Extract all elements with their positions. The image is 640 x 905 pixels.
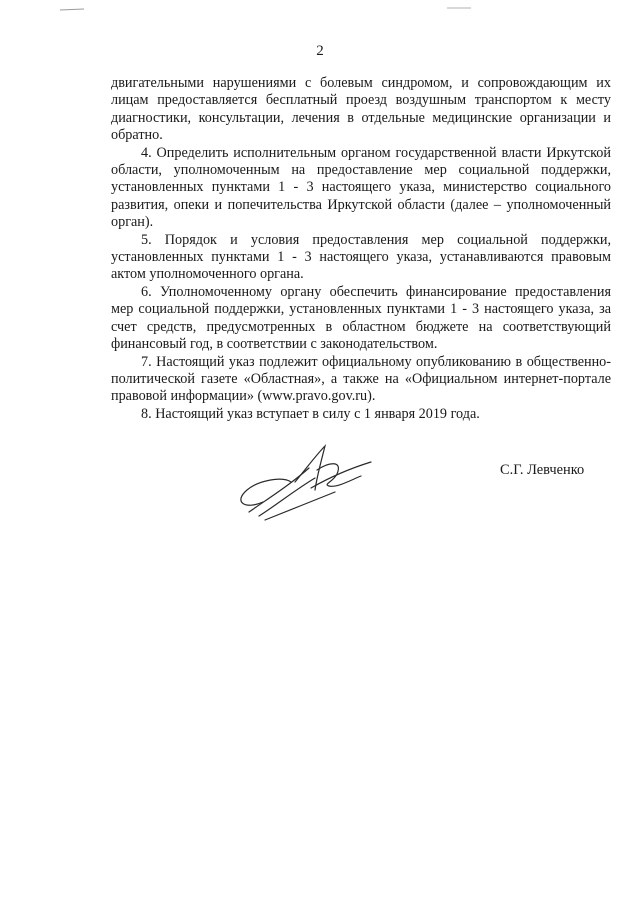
paragraph-item-8: 8. Настоящий указ вступает в силу с 1 января 2019 года. xyxy=(141,405,480,422)
paragraph-item-7: 7. Настоящий указ подлежит официальному опубликованию в общественно-политической газете «Областная», а также на «Официальном интернет-портале правовой информации» (www.pravo.gov.ru). xyxy=(111,353,611,405)
scan-mark-top-right xyxy=(445,4,475,12)
paragraph-continuation: двигательными нарушениями с болевым синдромом, и сопровождающим их лицам предоставляется бесплатный проезд воздушным транспортом к месту диагностики, консультации, лечения в отдельные медицинские организации и обратно. xyxy=(111,75,611,144)
paragraph-item-4: 4. Определить исполнительным органом государственной власти Иркутской области, уполномоченным на предоставление мер социальной поддержки, установленных пунктами 1 - 3 настоящего указа, министерство социального развития, опеки и попечительства Иркутской области (далее – уполномоченный орган). xyxy=(111,144,611,231)
signatory-name: С.Г. Левченко xyxy=(500,462,585,478)
page-number: 2 xyxy=(316,43,324,59)
paragraph-item-5: 5. Порядок и условия предоставления мер социальной поддержки, установленных пунктами 1 - 3 настоящего указа, устанавливаются правовым актом уполномоченного органа. xyxy=(111,231,611,283)
scan-mark-top-left xyxy=(58,6,88,14)
document-body xyxy=(111,75,611,423)
handwritten-signature xyxy=(225,440,385,530)
paragraph-item-6: 6. Уполномоченному органу обеспечить финансирование предоставления мер социальной поддержки, установленных пунктами 1 - 3 настоящего указа, за счет средств, предусмотренных в областном бюджете на соответствующий финансовый год, в соответствии с законодательством. xyxy=(111,283,611,353)
